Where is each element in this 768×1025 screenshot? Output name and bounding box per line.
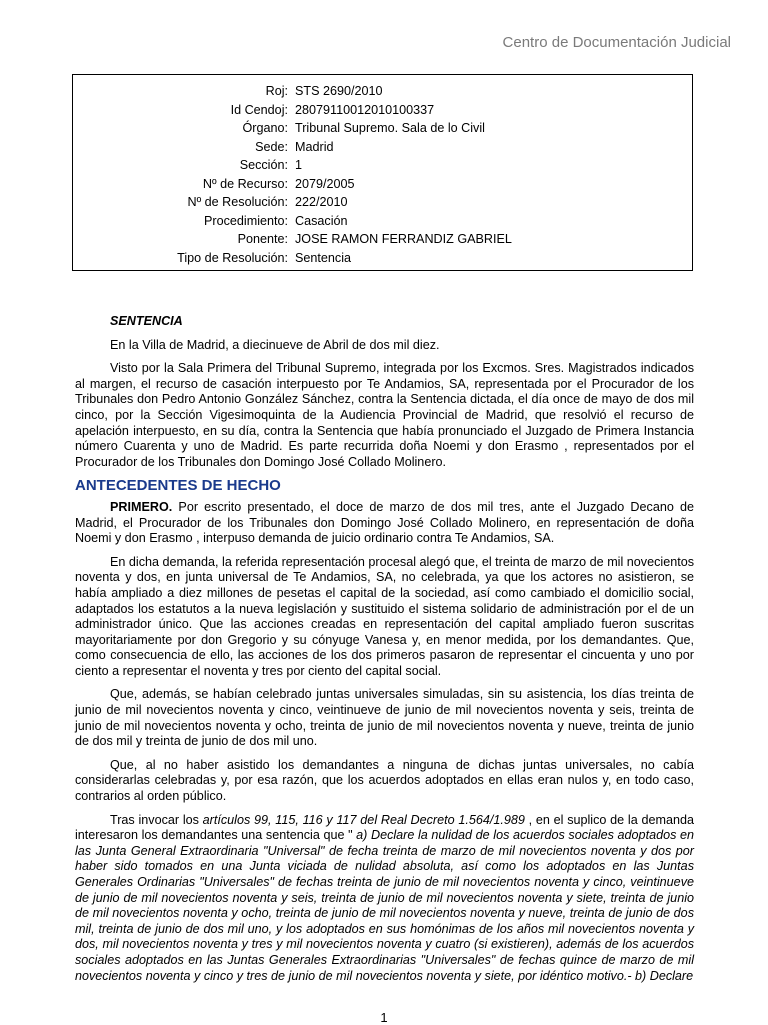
metadata-value: 28079110012010100337: [295, 102, 435, 117]
quoted-petition: a) Declare la nulidad de los acuerdos sociales adoptados en las Junta General Extraordinaria "Universal" de fecha treinta de marzo de mil novecientos noventa y dos por haber sido tomados en una Junta viciada de nulidad absoluta, así como los adoptados en las Juntas Generales Ordinarias "Universales" de fechas treinta de junio de mil novecientos noventa y cinco, veintinueve de junio de mil novecientos noventa y seis, treinta de junio de mil novecientos noventa y siete, treinta de junio de mil novecientos noventa y ocho, treinta de junio de mil novecientos noventa y nueve, treinta de junio de dos mil, treinta de junio de dos mil uno, y los adoptados en sus homónimas de los años mil novecientos noventa y dos, mil novecientos noventa y tres y mil novecientos noventa y cuatro (si existieren), además de los acuerdos sociales adoptados en las Juntas Generales Extraordinarias "Universales" de fechas quince de marzo de mil novecientos noventa y cinco y tres de junio de mil novecientos noventa y siete, por idéntico motivo.- b) Declare: [75, 828, 695, 983]
metadata-row-recurso: [73, 175, 692, 193]
paragraph-text: , en el suplico de la demanda interesaron los demandantes una sentencia que ": [75, 812, 694, 843]
metadata-row-seccion: [73, 156, 692, 174]
metadata-value: 1: [295, 158, 303, 172]
metadata-row-sede: [73, 138, 692, 156]
metadata-row-resolucion: [73, 193, 692, 211]
metadata-label: Id Cendoj:: [230, 102, 288, 117]
metadata-value: Sentencia: [295, 250, 352, 265]
metadata-value: 222/2010: [295, 195, 348, 209]
page-number: 1: [380, 1010, 388, 1025]
document-title: SENTENCIA: [110, 314, 183, 328]
paragraph-demanda: En dicha demanda, la referida representación procesal alegó que, el treinta de marzo de mil novecientos noventa y dos, en junta universal de Te Andamios, SA, no celebrada, ya que los actores no asistieron, se había ampliado a diez millones de pesetas el capital de la sociedad, así como cambiado el domicilio social, adaptados los estatutos a la nueva legislación y sustituido el sistema solidario de administración por el de un administrador único. Que las acciones creadas en representación del capital ampliado fueron suscritas mayoritariamente por don Gregorio y su cónyuge Vanesa y, en menor medida, por los demandantes. Que, como consecuencia de ello, las acciones de los dos primeros pasaron de representar el cincuenta y uno por ciento a representar el noventa y tres por ciento del capital social.: [75, 554, 694, 678]
paragraph-nulidad: Que, al no haber asistido los demandantes a ninguna de dichas juntas universales, no cabía considerarlas celebradas y, por esa razón, que los acuerdos adoptados en ellas eran nulos y, en todo caso, contrarios al orden público.: [75, 757, 694, 804]
metadata-value: STS 2690/2010: [295, 84, 383, 98]
metadata-label: Ponente:: [237, 232, 288, 246]
metadata-value: Tribunal Supremo. Sala de lo Civil: [295, 121, 485, 135]
paragraph-text: Tras invocar los: [110, 812, 203, 827]
metadata-box: [72, 74, 693, 271]
metadata-label: Procedimiento:: [204, 213, 288, 228]
metadata-label: Sección:: [239, 158, 288, 172]
metadata-label: Nº de Recurso:: [202, 176, 288, 191]
paragraph-primero: [75, 500, 694, 547]
section-heading: ANTECEDENTES DE HECHO: [75, 477, 281, 495]
metadata-row-roj: [73, 82, 692, 100]
metadata-row-tipo: [73, 249, 692, 267]
metadata-label: Órgano:: [242, 121, 288, 135]
header-title: Centro de Documentación Judicial: [502, 34, 731, 51]
metadata-value: 2079/2005: [295, 176, 355, 191]
law-reference-link[interactable]: artículos 99, 115, 116 y 117 del Real Decreto 1.564/1.989: [202, 812, 525, 827]
metadata-label: Tipo de Resolución:: [177, 250, 288, 265]
paragraph-visto: Visto por la Sala Primera del Tribunal Supremo, integrada por los Excmos. Sres. Magistrados indicados al margen, el recurso de casación interpuesto por Te Andamios, SA, representada por el Procurador de los Tribunales don Pedro Antonio González Sánchez, contra la Sentencia dictada, el día once de mayo de dos mil cinco, por la Sección Vigesimoquinta de la Audiencia Provincial de Madrid, que resolvió el recurso de apelación interpuesto, en su día, contra la Sentencia que había pronunciado el Juzgado de Primera Instancia número Cuarenta y uno de Madrid. Es parte recurrida doña Noemi y don Erasmo , representados por el Procurador de los Tribunales don Domingo José Collado Molinero.: [75, 361, 694, 469]
metadata-row-id-cendoj: [73, 101, 692, 119]
paragraph-lead: PRIMERO.: [110, 499, 173, 514]
metadata-value: JOSE RAMON FERRANDIZ GABRIEL: [295, 232, 512, 246]
metadata-label: Roj:: [265, 84, 288, 98]
paragraph-suplico: [75, 813, 694, 985]
document-body: [75, 314, 694, 992]
metadata-row-procedimiento: [73, 212, 692, 230]
paragraph-date: En la Villa de Madrid, a diecinueve de Abril de dos mil diez.: [110, 337, 440, 352]
metadata-row-organo: [73, 119, 692, 137]
metadata-value: Madrid: [295, 139, 334, 154]
metadata-value: Casación: [295, 213, 348, 228]
metadata-label: Nº de Resolución:: [187, 195, 288, 209]
paragraph-juntas: Que, además, se habían celebrado juntas universales simuladas, sin su asistencia, los días treinta de junio de mil novecientos noventa y cinco, veintinueve de junio de mil novecientos noventa y seis, treinta de junio de mil novecientos noventa y ocho, treinta de junio de mil novecientos noventa y nueve, treinta de junio de dos mil y treinta de junio de dos mil uno.: [75, 687, 694, 749]
metadata-label: Sede:: [255, 139, 288, 154]
paragraph-text: Por escrito presentado, el doce de marzo de dos mil tres, ante el Juzgado Decano de Madrid, el Procurador de los Tribunales don Domingo José Collado Molinero, en representación de doña Noemi y don Erasmo , interpuso demanda de juicio ordinario contra Te Andamios, SA.: [75, 499, 694, 546]
metadata-row-ponente: [73, 230, 692, 248]
